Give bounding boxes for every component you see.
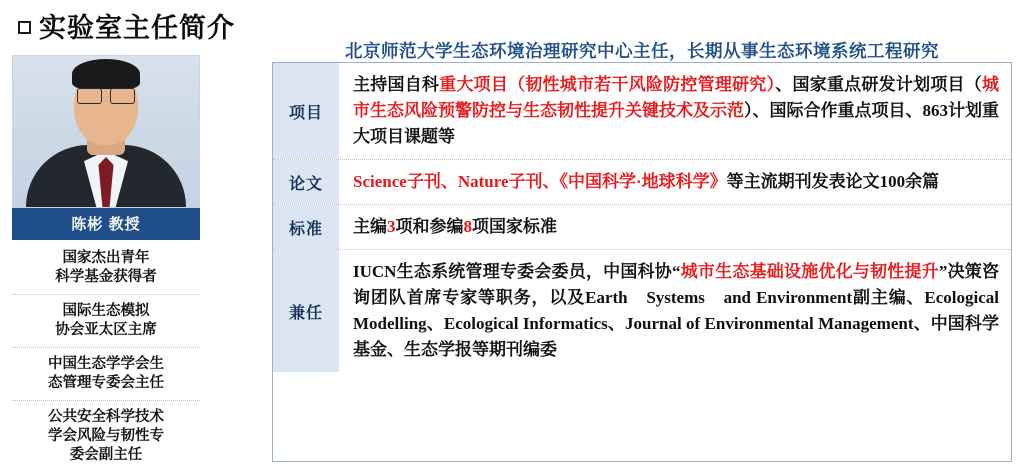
highlighted-text: 重大项目（韧性城市若干风险防控管理研究） — [439, 75, 776, 94]
square-bullet-icon — [18, 21, 31, 34]
table-row — [273, 160, 1011, 205]
row-content — [339, 250, 1011, 372]
row-label: 论文 — [273, 160, 339, 204]
plain-text: 主持国自科 — [353, 75, 440, 94]
table-row — [273, 250, 1011, 372]
plain-text: ）、国际合作重点项目、863计划重大项目课题等 — [353, 101, 999, 146]
page-title-text: 实验室主任简介 — [39, 13, 235, 43]
row-content — [339, 63, 1011, 159]
highlighted-text: 城市生态风险预警防控与生态韧性提升关键技术及示范 — [353, 75, 1000, 120]
page-title — [18, 6, 235, 45]
row-label: 项目 — [273, 63, 339, 159]
profile-panel — [12, 55, 200, 472]
credential-item: 国家杰出青年 科学基金获得者 — [12, 242, 200, 295]
row-label: 兼任 — [273, 250, 339, 372]
info-table — [272, 62, 1012, 462]
plain-text: 、国家重点研发计划项目（ — [775, 75, 983, 94]
plain-text: 项和参编 — [395, 217, 464, 236]
credential-item: 国际生态模拟 协会亚太区主席 — [12, 295, 200, 348]
plain-text: 等主流期刊发表论文100余篇 — [726, 172, 940, 191]
highlighted-text: 城市生态基础设施优化与韧性提升 — [680, 262, 939, 281]
plain-text: 主编 — [353, 217, 387, 236]
row-content — [339, 160, 1011, 204]
portrait-photo — [12, 55, 200, 208]
plain-text: ”决策咨询团队首席专家等职务，以及Earth Systems and Environment副主编、Ecological Modelling、Ecological Informatics、Journal of Environmental Management、中国科学基金、生态学报等期刊编委 — [353, 262, 1000, 359]
credential-item: 中国生态学学会生 态管理专委会主任 — [12, 348, 200, 401]
plain-text: 项国家标准 — [472, 217, 557, 236]
highlighted-text: 8 — [463, 217, 472, 236]
highlighted-text: Science子刊、Nature子刊、《中国科学·地球科学》 — [353, 172, 727, 191]
subtitle: 北京师范大学生态环境治理研究中心主任，长期从事生态环境系统工程研究 — [345, 41, 939, 61]
profile-name: 陈彬 教授 — [12, 208, 200, 240]
plain-text: IUCN生态系统管理专委会委员，中国科协“ — [353, 262, 681, 281]
table-row — [273, 205, 1011, 250]
row-content — [339, 205, 1011, 249]
table-row — [273, 63, 1011, 160]
row-label: 标准 — [273, 205, 339, 249]
highlighted-text: 3 — [387, 217, 396, 236]
credential-item: 公共安全科学技术 学会风险与韧性专 委会副主任 — [48, 409, 164, 463]
credentials-list — [12, 240, 200, 472]
